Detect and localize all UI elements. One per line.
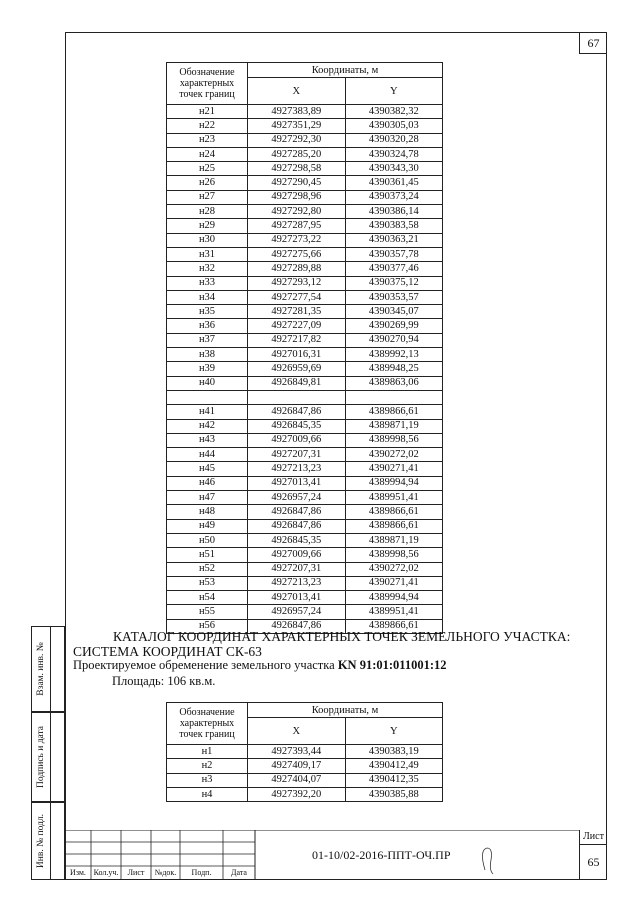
x-value: 4927351,29 [248, 119, 346, 133]
table-2-body [167, 745, 443, 802]
header-y: Y [345, 78, 443, 105]
catalog-heading [73, 629, 593, 659]
y-value: 4389951,41 [345, 605, 443, 619]
point-id: н4 [167, 787, 248, 801]
y-value: 4389994,94 [345, 591, 443, 605]
x-value: 4927207,31 [248, 448, 346, 462]
x-value: 4927285,20 [248, 147, 346, 161]
y-value: 4390270,94 [345, 333, 443, 347]
point-id: н1 [167, 745, 248, 759]
table-row [167, 576, 443, 590]
point-id: н44 [167, 448, 248, 462]
y-value: 4390412,35 [345, 773, 443, 787]
y-value: 4389866,61 [345, 405, 443, 419]
y-value: 4390363,21 [345, 233, 443, 247]
point-id: н41 [167, 405, 248, 419]
x-value: 4927009,66 [248, 433, 346, 447]
x-value: 4927013,41 [248, 476, 346, 490]
y-value: 4390386,14 [345, 205, 443, 219]
point-id: н42 [167, 419, 248, 433]
table-row [167, 290, 443, 304]
x-value: 4927009,66 [248, 548, 346, 562]
point-id: н34 [167, 290, 248, 304]
y-value: 4389948,25 [345, 362, 443, 376]
y-value [345, 390, 443, 404]
y-value: 4390382,32 [345, 105, 443, 119]
y-value: 4390345,07 [345, 305, 443, 319]
table-row [167, 262, 443, 276]
y-value: 4389866,61 [345, 505, 443, 519]
point-id: н38 [167, 348, 248, 362]
side-box-inv [31, 802, 65, 880]
x-value: 4926847,86 [248, 505, 346, 519]
point-id: н23 [167, 133, 248, 147]
table-row [167, 205, 443, 219]
x-value: 4926847,86 [248, 619, 346, 633]
table-row [167, 759, 443, 773]
table-row [167, 433, 443, 447]
catalog-title-line1: КАТАЛОГ КООРДИНАТ ХАРАКТЕРНЫХ ТОЧЕК ЗЕМЕЛЬНОГО УЧАСТКА: [113, 629, 571, 644]
side-label-vzam: Взам. инв. № [36, 642, 46, 696]
sheet-box [579, 830, 607, 880]
table-row [167, 162, 443, 176]
x-value: 4927290,45 [248, 176, 346, 190]
header-point: Обозначение характерных точек границ [167, 703, 248, 745]
y-value: 4389992,13 [345, 348, 443, 362]
table-row [167, 505, 443, 519]
table-row [167, 376, 443, 390]
point-id: н50 [167, 533, 248, 547]
point-id: н27 [167, 190, 248, 204]
point-id: н31 [167, 247, 248, 261]
y-value: 4390377,46 [345, 262, 443, 276]
table-row [167, 247, 443, 261]
table-row [167, 491, 443, 505]
x-value: 4927292,80 [248, 205, 346, 219]
y-value: 4390320,28 [345, 133, 443, 147]
header-point: Обозначение характерных точек границ [167, 63, 248, 105]
col-podp: Подп. [191, 868, 212, 877]
y-value: 4389866,61 [345, 619, 443, 633]
side-box-vzam [31, 626, 65, 712]
sheet-number: 67 [579, 32, 607, 54]
point-id: н37 [167, 333, 248, 347]
y-value: 4390357,78 [345, 247, 443, 261]
y-value: 4390343,30 [345, 162, 443, 176]
header-y: Y [345, 718, 443, 745]
col-list: Лист [127, 868, 145, 877]
point-id: н53 [167, 576, 248, 590]
x-value: 4927277,54 [248, 290, 346, 304]
table-row [167, 319, 443, 333]
point-id: н32 [167, 262, 248, 276]
signature-mark [482, 848, 493, 874]
point-id: н43 [167, 433, 248, 447]
y-value: 4389998,56 [345, 433, 443, 447]
y-value: 4389866,61 [345, 519, 443, 533]
table-row [167, 533, 443, 547]
point-id: н52 [167, 562, 248, 576]
y-value: 4389951,41 [345, 491, 443, 505]
table-row [167, 333, 443, 347]
point-id: н24 [167, 147, 248, 161]
point-id: н2 [167, 759, 248, 773]
x-value: 4927383,89 [248, 105, 346, 119]
table-row [167, 348, 443, 362]
table-row [167, 305, 443, 319]
x-value: 4927207,31 [248, 562, 346, 576]
x-value: 4926957,24 [248, 491, 346, 505]
y-value: 4389871,19 [345, 419, 443, 433]
table-row [167, 448, 443, 462]
x-value: 4927013,41 [248, 591, 346, 605]
y-value: 4390272,02 [345, 562, 443, 576]
table-row [167, 419, 443, 433]
encumbrance-text: Проектируемое обременение земельного участка [73, 658, 338, 672]
header-x: X [248, 78, 346, 105]
table-row [167, 276, 443, 290]
x-value: 4926847,86 [248, 519, 346, 533]
y-value: 4390272,02 [345, 448, 443, 462]
y-value: 4390385,88 [345, 787, 443, 801]
x-value: 4927293,12 [248, 276, 346, 290]
y-value: 4389863,06 [345, 376, 443, 390]
point-id: н30 [167, 233, 248, 247]
point-id: н48 [167, 505, 248, 519]
table-row [167, 233, 443, 247]
table-row [167, 476, 443, 490]
catalog-title-line2: СИСТЕМА КООРДИНАТ СК-63 [73, 644, 262, 659]
x-value: 4926849,81 [248, 376, 346, 390]
point-id: н47 [167, 491, 248, 505]
table-row [167, 745, 443, 759]
x-value: 4927016,31 [248, 348, 346, 362]
col-ndok: №док. [154, 868, 177, 877]
side-label-podpis: Подпись и дата [36, 725, 46, 789]
x-value: 4927409,17 [248, 759, 346, 773]
side-box-podpis [31, 712, 65, 802]
table-row [167, 562, 443, 576]
point-id: н45 [167, 462, 248, 476]
point-id: н33 [167, 276, 248, 290]
title-block-labels [65, 866, 255, 880]
y-value: 4389998,56 [345, 548, 443, 562]
point-id: н29 [167, 219, 248, 233]
point-id: н3 [167, 773, 248, 787]
y-value: 4390383,19 [345, 745, 443, 759]
point-id: н51 [167, 548, 248, 562]
y-value: 4389994,94 [345, 476, 443, 490]
table-row [167, 390, 443, 404]
table-row [167, 462, 443, 476]
point-id: н26 [167, 176, 248, 190]
point-id: н36 [167, 319, 248, 333]
point-id: н56 [167, 619, 248, 633]
y-value: 4390269,99 [345, 319, 443, 333]
y-value: 4390305,03 [345, 119, 443, 133]
x-value: 4927213,23 [248, 462, 346, 476]
table-row [167, 147, 443, 161]
y-value: 4390324,78 [345, 147, 443, 161]
coordinates-table-2 [166, 702, 443, 802]
x-value: 4926959,69 [248, 362, 346, 376]
point-id: н35 [167, 305, 248, 319]
x-value: 4927275,66 [248, 247, 346, 261]
x-value: 4927217,82 [248, 333, 346, 347]
side-label-inv: Инв. № подл. [36, 813, 46, 869]
point-id: н22 [167, 119, 248, 133]
header-coords: Координаты, м [248, 63, 443, 78]
point-id: н49 [167, 519, 248, 533]
y-value: 4390412,49 [345, 759, 443, 773]
point-id: н21 [167, 105, 248, 119]
table-row [167, 362, 443, 376]
col-koluch: Кол.уч. [93, 868, 119, 877]
x-value: 4926845,35 [248, 419, 346, 433]
header-coords: Координаты, м [248, 703, 443, 718]
coordinates-table-1 [166, 62, 443, 634]
table-row [167, 591, 443, 605]
table-row [167, 219, 443, 233]
y-value: 4389871,19 [345, 533, 443, 547]
col-data: Дата [231, 868, 247, 877]
cadastral-number: KN 91:01:011001:12 [337, 658, 447, 672]
table-row [167, 405, 443, 419]
x-value: 4926847,86 [248, 405, 346, 419]
table-row [167, 548, 443, 562]
sheet-label: Лист [580, 830, 607, 845]
point-id: н25 [167, 162, 248, 176]
y-value: 4390271,41 [345, 576, 443, 590]
point-id: н46 [167, 476, 248, 490]
x-value: 4927393,44 [248, 745, 346, 759]
table-row [167, 105, 443, 119]
col-izm: Изм. [70, 868, 86, 877]
point-id: н54 [167, 591, 248, 605]
point-id [167, 390, 248, 404]
table-row [167, 519, 443, 533]
header-x: X [248, 718, 346, 745]
x-value: 4927298,96 [248, 190, 346, 204]
point-id: н28 [167, 205, 248, 219]
table-row [167, 133, 443, 147]
x-value: 4927273,22 [248, 233, 346, 247]
point-id: н55 [167, 605, 248, 619]
x-value: 4927292,30 [248, 133, 346, 147]
table-row [167, 773, 443, 787]
y-value: 4390353,57 [345, 290, 443, 304]
table-row [167, 119, 443, 133]
x-value: 4927287,95 [248, 219, 346, 233]
x-value: 4927213,23 [248, 576, 346, 590]
x-value: 4927298,58 [248, 162, 346, 176]
point-id: н40 [167, 376, 248, 390]
y-value: 4390271,41 [345, 462, 443, 476]
x-value: 4927404,07 [248, 773, 346, 787]
x-value: 4926957,24 [248, 605, 346, 619]
x-value: 4927227,09 [248, 319, 346, 333]
x-value [248, 390, 346, 404]
x-value: 4927281,35 [248, 305, 346, 319]
y-value: 4390373,24 [345, 190, 443, 204]
encumbrance-line [73, 658, 447, 673]
table-row [167, 787, 443, 801]
x-value: 4927289,88 [248, 262, 346, 276]
table-1-body [167, 105, 443, 634]
point-id: н39 [167, 362, 248, 376]
x-value: 4927392,20 [248, 787, 346, 801]
table-row [167, 190, 443, 204]
sheet-page-number: 65 [587, 855, 600, 869]
area-text: Площадь: 106 кв.м. [112, 674, 216, 688]
y-value: 4390375,12 [345, 276, 443, 290]
y-value: 4390361,45 [345, 176, 443, 190]
document-code: 01-10/02-2016-ППТ-ОЧ.ПР [312, 848, 451, 862]
x-value: 4926845,35 [248, 533, 346, 547]
table-row [167, 176, 443, 190]
y-value: 4390383,58 [345, 219, 443, 233]
table-row [167, 605, 443, 619]
